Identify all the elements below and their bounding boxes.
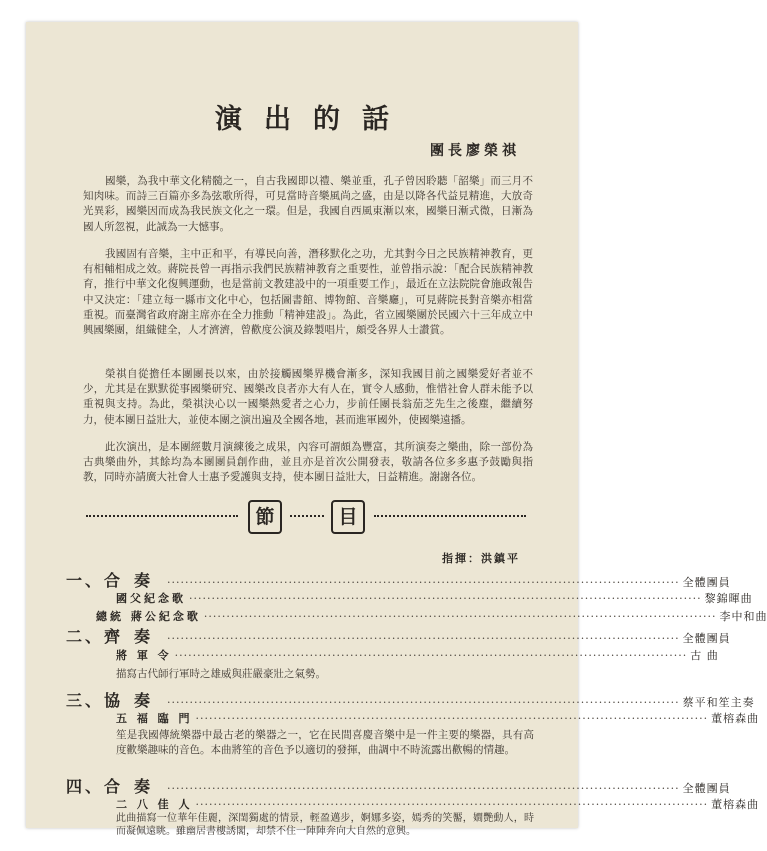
item-performer: 蔡平和笙主奏 [682, 696, 755, 709]
program-item-3 [66, 688, 755, 711]
piece-row [96, 608, 767, 624]
piece-row [116, 590, 753, 606]
item-name: 協奏 [104, 691, 165, 710]
heading-divider-middle [290, 515, 324, 517]
item-number: 三、 [66, 691, 105, 710]
program-heading [26, 500, 578, 534]
piece-title: 將 軍 令 [116, 649, 172, 662]
paragraph-1: 國樂，為我中華文化精髓之一，自古我國即以禮、樂並重，孔子曾因聆聽「韶樂」而三月不知肉味。而詩三百篇亦多為弦歌所得，可見當時音樂風尚之盛，由是以降各代益見精進，大放奇光異彩，國樂因而成為我民族文化之一環。但是，我國自西風東漸以來，國樂日漸式微，日漸為國人所忽視，此誠為一大憾事。 [83, 175, 533, 233]
leader-dots [196, 712, 709, 725]
item-description: 描寫古代師行軍時之雄威與莊嚴豪壯之氣勢。 [116, 668, 326, 680]
leader-dots [167, 782, 680, 795]
item-number: 四、 [66, 777, 105, 796]
piece-row [116, 710, 760, 726]
heading-divider-left [86, 515, 238, 517]
piece-title: 總統 蔣公紀念歌 [96, 610, 201, 623]
piece-row [116, 647, 719, 663]
paragraph-2: 我國固有音樂，主中正和平，有導民向善，潛移默化之功，尤其對今日之民族精神教育，更有相輔相成之效。蔣院長曾一再指示我們民族精神教育之重要性，並曾指示說：「配合民族精神教育，推行中華文化復興運動，也是當前文教建設中的一項重要工作」，最近在立法院院會施政報告中又決定：「建立每一縣市文化中心，包括圖書館、博物館、音樂廳」，可見蔣院長對音樂亦相當重視。而臺灣省政府謝主席亦在全力推動「精神建設」。為此，省立國樂團於民國六十三年成立中興國樂團，組織健全，人才濟濟，曾歡度公演及錄製唱片，頗受各界人士讚賞。 [83, 248, 533, 337]
leader-dots [175, 649, 688, 662]
paragraph-3: 榮祺自從擔任本團團長以來，由於接觸國樂界機會漸多，深知我國目前之國樂愛好者並不少，尤其是在默默從事國樂研究、國樂改良者亦大有人在，實令人感動，惟惜社會人群未能予以重視與支持。為此，榮祺決心以一國樂熱愛者之心力，步前任團長翁茄芝先生之後塵，繼續努力，使本團日益壯大，並使本團之演出遍及全國各地，甚而進軍國外，使國樂遠播。 [83, 368, 533, 426]
item-performer: 全體團員 [682, 632, 731, 645]
heading-divider-right [374, 515, 526, 517]
piece-title: 二 八 佳 人 [116, 798, 193, 811]
leader-dots [167, 632, 680, 645]
item-number: 一、 [66, 571, 105, 590]
author-line: 團長廖榮祺 [430, 143, 520, 159]
program-item-4 [66, 774, 731, 797]
item-description: 此曲描寫一位華年佳麗，深閨獨處的情景，輕盈邁步，婀娜多姿，嫣秀的笑靨，嫺艷動人，時而凝佩遠眺。雖幽居書樓誘閣，却禁不住一陣陣奔向大自然的意興。 [116, 813, 534, 837]
program-item-1 [66, 568, 731, 591]
leader-dots [167, 696, 680, 709]
piece-title: 五 福 臨 門 [116, 712, 193, 725]
leader-dots [196, 798, 709, 811]
program-heading-char-1: 節 [248, 500, 282, 534]
program-item-2 [66, 624, 731, 647]
program-sheet [26, 22, 767, 837]
piece-row [116, 796, 760, 812]
item-number: 二、 [66, 627, 105, 646]
item-name: 齊奏 [104, 627, 165, 646]
piece-composer: 黎錦暉曲 [704, 592, 753, 605]
leader-dots [167, 576, 680, 589]
conductor-line: 指揮：洪鎮平 [442, 552, 520, 565]
piece-composer: 李中和曲 [719, 610, 767, 623]
item-performer: 全體團員 [682, 576, 731, 589]
item-performer: 全體團員 [682, 782, 731, 795]
page-title: 演出的話 [215, 104, 411, 135]
program-heading-char-2: 目 [331, 500, 365, 534]
leader-dots [204, 610, 717, 623]
paragraph-4: 此次演出，是本團經數月演練後之成果，內容可謂頗為豐富，其所演奏之樂曲，除一部份為古典樂曲外，其餘均為本團團員創作曲，並且亦是首次公開發表，敬請各位多多惠予鼓勵與指教，同時亦請廣大社會人士惠予愛護與支持，使本團日益壯大，日益精進。謝謝各位。 [83, 441, 533, 484]
leader-dots [189, 592, 702, 605]
item-name: 合奏 [104, 571, 165, 590]
piece-composer: 董榕森曲 [711, 712, 760, 725]
piece-composer: 董榕森曲 [711, 798, 760, 811]
item-description: 笙是我國傳統樂器中最古老的樂器之一，它在民間喜慶音樂中是一件主要的樂器，具有高度歡樂趣味的音色。本曲將笙的音色予以適切的發揮，曲調中不時流露出歡暢的情趣。 [116, 729, 534, 756]
item-name: 合奏 [104, 777, 165, 796]
piece-composer: 古 曲 [690, 649, 719, 662]
piece-title: 國父紀念歌 [116, 592, 186, 605]
